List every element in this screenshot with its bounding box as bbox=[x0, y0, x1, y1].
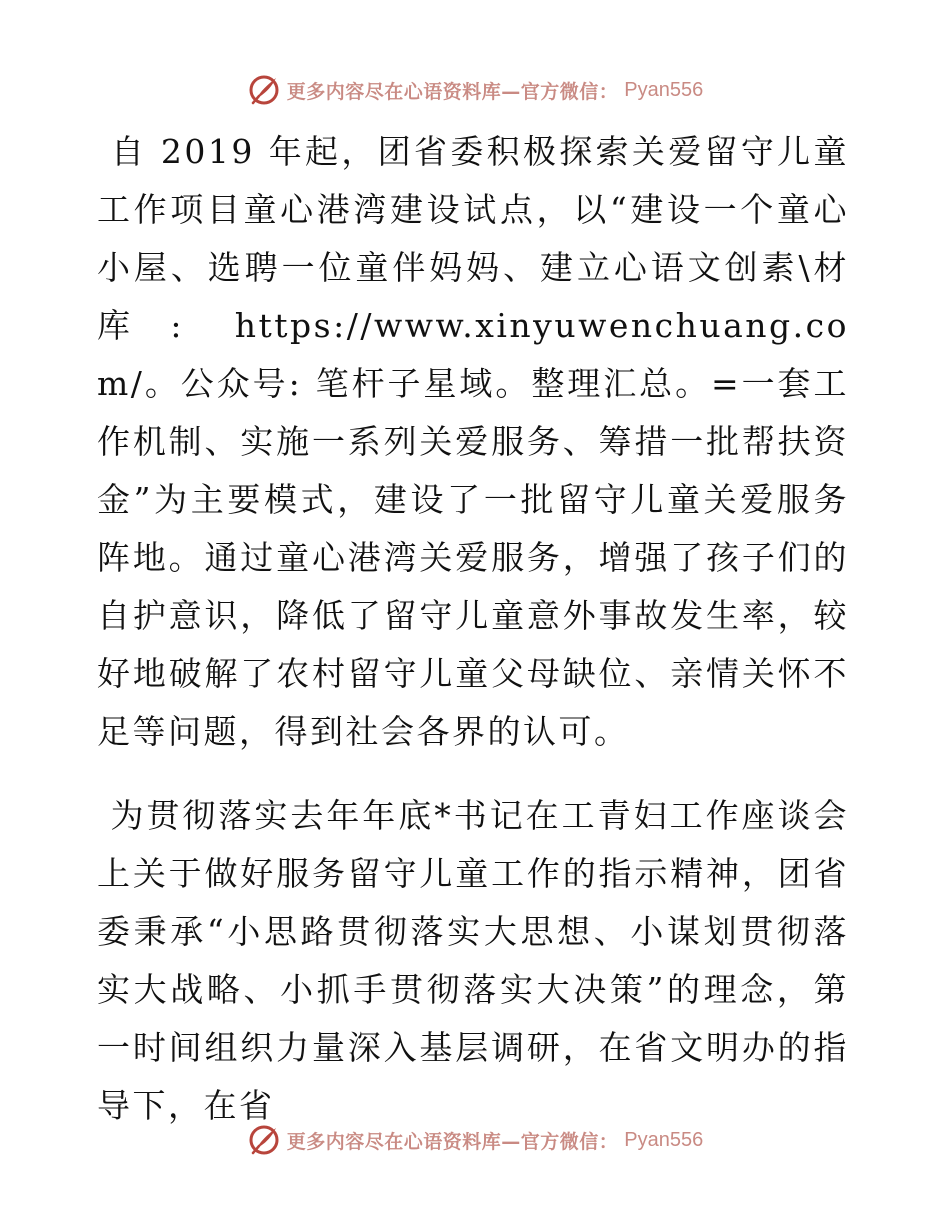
quill-logo-icon bbox=[247, 1123, 281, 1157]
footer-watermark bbox=[0, 1120, 950, 1160]
paragraph: 自 2019 年起，团省委积极探索关爱留守儿童工作项目童心港湾建设试点，以“建设一个童心小屋、选聘一位童伴妈妈、建立心语文创素\材库: https://www.xinyuwenchuang.com/。公众号: 笔杆子星域。整理汇总。=一套工作机制、实施一系列关爱服务、筹措一批帮扶资金”为主要模式，建设了一批留守儿童关爱服务阵地。通过童心港湾关爱服务，增强了孩子们的自护意识，降低了留守儿童意外事故发生率，较好地破解了农村留守儿童父母缺位、亲情关怀不足等问题，得到社会各界的认可。 bbox=[97, 132, 849, 751]
footer-watermark-handle: Pyan556 bbox=[624, 1128, 704, 1151]
quill-logo-icon bbox=[247, 73, 281, 107]
footer-watermark-text: 更多内容尽在心语资料库—官方微信： bbox=[286, 1130, 619, 1153]
header-watermark bbox=[0, 70, 950, 110]
header-watermark-text: 更多内容尽在心语资料库—官方微信： bbox=[286, 80, 619, 103]
paragraph: 为贯彻落实去年年底*书记在工青妇工作座谈会上关于做好服务留守儿童工作的指示精神，团省委秉承“小思路贯彻落实大思想、小谋划贯彻落实大战略、小抓手贯彻落实大决策”的理念，第一时间组织力量深入基层调研，在省文明办的指导下，在省 bbox=[97, 796, 849, 1125]
header-watermark-handle: Pyan556 bbox=[624, 78, 704, 101]
document-body bbox=[97, 123, 849, 1135]
